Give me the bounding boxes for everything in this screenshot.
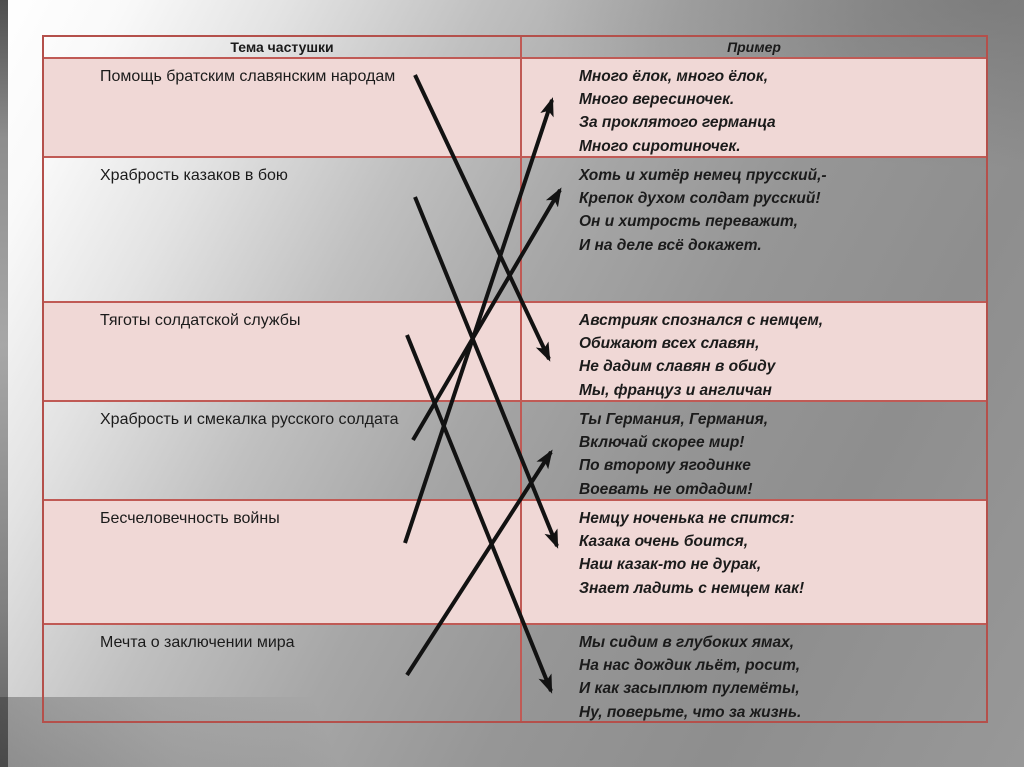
theme-cell: Помощь братским славянским народам xyxy=(44,59,522,158)
example-line: Обижают всех славян, xyxy=(579,335,760,353)
example-line: Много ёлок, много ёлок, xyxy=(579,68,769,85)
theme-cell: Бесчеловечность войны xyxy=(44,501,522,625)
example-line: На нас дождик льёт, росит, xyxy=(579,657,801,675)
theme-cell: Храбрость и смекалка русского солдата xyxy=(44,402,522,501)
theme-cell: Мечта о заключении мира xyxy=(44,625,522,721)
example-line: Ну, поверьте, что за жизнь. xyxy=(579,703,802,721)
example-cell xyxy=(522,501,986,625)
example-cell xyxy=(522,402,986,501)
example-line: Ты Германия, Германия, xyxy=(579,411,769,428)
example-cell xyxy=(522,158,986,303)
example-line: Наш казак-то не дурак, xyxy=(579,556,762,574)
example-line: Хоть и хитёр немец прусский,- xyxy=(579,167,827,184)
example-line: Знает ладить с немцем как! xyxy=(579,579,805,597)
example-line: Мы сидим в глубоких ямах, xyxy=(579,634,795,651)
example-line: Много вересиночек. xyxy=(579,91,735,109)
theme-cell: Тяготы солдатской службы xyxy=(44,303,522,402)
example-line: Воевать не отдадим! xyxy=(579,480,753,498)
example-line: Австрияк спознался с немцем, xyxy=(579,312,824,329)
example-line: За проклятого германца xyxy=(579,114,776,132)
example-cell xyxy=(522,303,986,402)
example-line: И как засыплют пулемёты, xyxy=(579,680,800,698)
example-line: Немцу ноченька не спится: xyxy=(579,510,795,527)
example-line: Включай скорее мир! xyxy=(579,434,745,452)
theme-cell: Храбрость казаков в бою xyxy=(44,158,522,303)
example-line: Мы, француз и англичан xyxy=(579,381,772,399)
slide-left-edge-shading xyxy=(0,0,8,767)
example-column-header: Пример xyxy=(522,37,986,59)
example-line: И на деле всё докажет. xyxy=(579,236,762,254)
example-line: По второму ягодинке xyxy=(579,457,751,475)
example-line: Не дадим славян в обиду xyxy=(579,358,776,376)
theme-column-header: Тема частушки xyxy=(44,37,522,59)
matching-table xyxy=(42,35,988,723)
example-line: Крепок духом солдат русский! xyxy=(579,190,821,208)
example-cell xyxy=(522,625,986,721)
example-cell xyxy=(522,59,986,158)
example-line: Казака очень боится, xyxy=(579,533,749,551)
example-line: Много сиротиночек. xyxy=(579,137,741,155)
example-line: Он и хитрость переважит, xyxy=(579,213,798,231)
